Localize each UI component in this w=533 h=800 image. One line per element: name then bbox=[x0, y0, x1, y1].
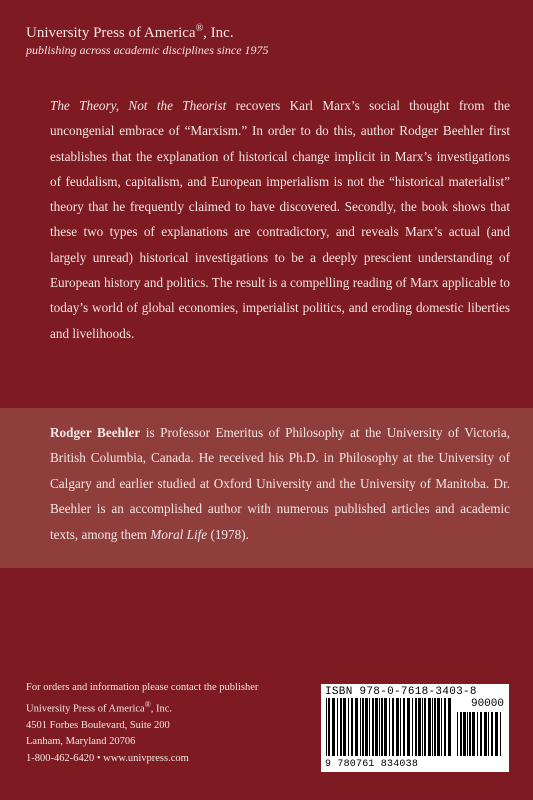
contact-line-3: 4501 Forbes Boulevard, Suite 200 bbox=[26, 719, 170, 731]
price-code: 90000 bbox=[470, 698, 504, 710]
work-title: Moral Life bbox=[150, 526, 208, 542]
publisher-header bbox=[26, 20, 269, 58]
publisher-tagline: publishing across academic disciplines since 1975 bbox=[26, 43, 269, 57]
ean-digits: 9 780761 834038 bbox=[325, 759, 419, 770]
book-description bbox=[50, 93, 510, 346]
contact-line-1: For orders and information please contact the publisher bbox=[26, 682, 259, 693]
work-year: (1978). bbox=[207, 526, 249, 542]
publisher-name: University Press of America®, Inc. bbox=[26, 23, 234, 41]
book-title: The Theory, Not the Theorist bbox=[50, 98, 227, 113]
ean-barcode-bars bbox=[325, 698, 453, 756]
price-barcode-bars bbox=[456, 712, 504, 756]
description-text: recovers Karl Marx’s social thought from the uncongenial embrace of “Marxism.” In order to do this, author Rodger Beehler first establishes that the explanation of historical change implicit in Marx’s investigations of feudalism, capitalism, and European imperialism is not the “historical materialist” theory that he frequently claimed to have discovered. Secondly, the book shows that these two types of explanations are contradictory, and reveals Marx’s actual (and largely unread) historical investigations to be a deeply prescient understanding of European history and politics. The result is a compelling reading of Marx applicable to today’s world of global economies, imperialist politics, and eroding domestic liberties and livelihoods. bbox=[50, 98, 510, 341]
publisher-contact bbox=[26, 680, 258, 767]
bio-text: is Professor Emeritus of Philosophy at the University of Victoria, British Columbia, Canada. He received his Ph.D. in Philosophy at the University of Calgary and earlier studied at Oxford University and the University of Manitoba. Dr. Beehler is an accomplished author with numerous published articles and academic texts, among them bbox=[50, 425, 510, 542]
author-bio bbox=[50, 420, 510, 547]
author-name: Rodger Beehler bbox=[50, 425, 141, 440]
contact-line-5: 1-800-462-6420 • www.univpress.com bbox=[26, 752, 189, 764]
isbn-barcode bbox=[321, 684, 509, 772]
contact-line-2: University Press of America®, Inc. bbox=[26, 699, 173, 715]
isbn-label: ISBN 978-0-7618-3403-8 bbox=[325, 686, 477, 698]
contact-line-4: Lanham, Maryland 20706 bbox=[26, 736, 136, 748]
